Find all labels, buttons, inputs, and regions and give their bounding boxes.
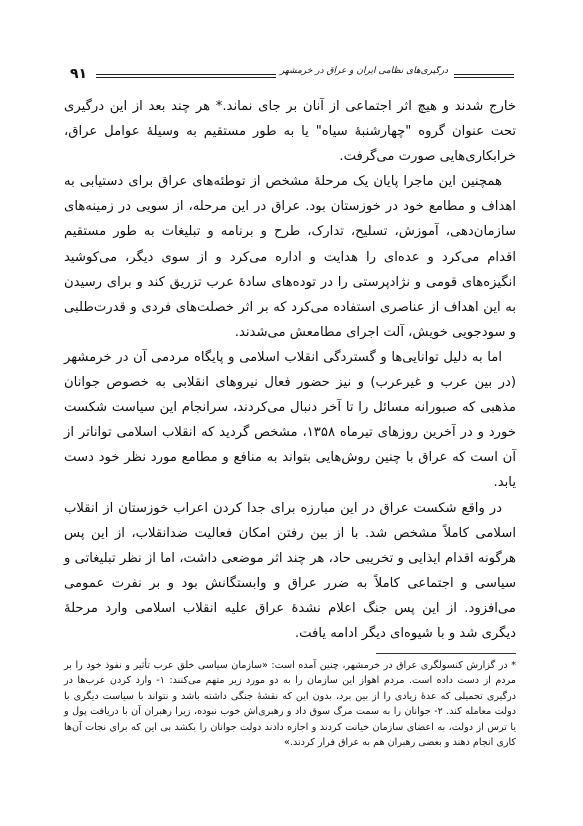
paragraph: همچنین این ماجرا پایان یک مرحلهٔ مشخص از توطئه‌های عراق برای دستیابی به اهداف و مطامع خود در خوزستان بود. عراق در این مرحله، از سویی در زمینه‌های سازمان‌دهی، آموزش، تسلیح، تدارک، طرح و برنامه و تبلیغات به طور مستقیم اقدام می‌کرد و عده‌ای را هدایت و اداره می‌کرد و از سوی دیگر، می‌کوشید انگیزه‌های قومی و نژادپرستی را در توده‌های سادهٔ عرب تزریق کند و برای رسیدن به این اهداف از عناصری استفاده می‌کرد که بر اثر خصلت‌های فردی و قدرت‌طلبی و سودجویی خویش، آلت اجرای مطامعش می‌شدند. — [64, 174, 516, 340]
paragraph: خارج شدند و هیچ اثر اجتماعی از آنان بر جای نماند.* هر چند بعد از این درگیری تحت عنوان گروه "چهارشنبهٔ سیاه" یا به طور مستقیم به وسیلهٔ عوامل عراق، خرابکاری‌هایی صورت می‌گرفت. — [64, 99, 516, 165]
header-rule-left — [96, 74, 276, 78]
body-text — [64, 94, 516, 646]
page-number: ۹۱ — [70, 66, 88, 82]
footnote — [64, 658, 516, 750]
footnote-text: * در گزارش کنسولگری عراق در خرمشهر، چنین آمده است: «سازمان سیاسی خلق عرب تأثیر و نفوذ خود را بر مردم از دست داده است. مردم اهواز این سازمان را به دو مورد زیر متهم می‌کنند: ۱- وارد کردن عرب‌ها در درگیری تحمیلی که عدهٔ زیادی را از بین برد، بدون این که نقشهٔ جنگی داشته باشد و نتواند با سیاست دیگری با دولت معامله کند. ۲- جوانان را به سمت مرگ سوق داد و رهبری‌اش خوب نبوده، زیرا رهبران آن با دریافت پول و یا ترس از دولت، به اعضای سازمان خیانت کردند و اجازه دادند دولت جوانان را بکشد بی این که برای نجات آن‌ها کاری انجام دهند و بعضی رهبران هم به عراق فرار کردند.» — [64, 660, 517, 749]
paragraph: در واقع شکست عراق در این مبارزه برای جدا کردن اعراب خوزستان از انقلاب اسلامی کاملاً مشخص شد. با از بین رفتن امکان فعالیت ضدانقلاب، از این پس هرگونه اقدام ایذایی و تخریبی حاد، هر چند اثر موضعی داشت، اما از نظر تبلیغاتی و سیاسی و اجتماعی کاملاً به ضرر عراق و وابستگانش بود و بر نفرت عمومی می‌افزود. از این پس جنگ اعلام نشدهٔ عراق علیه انقلاب اسلامی وارد مرحلهٔ دیگری شد و با شیوه‌ای دیگر ادامه یافت. — [64, 500, 516, 641]
header-rule-right — [454, 74, 514, 78]
page-header — [70, 62, 514, 88]
paragraph: اما به دلیل توانایی‌ها و گستردگی انقلاب اسلامی و پایگاه مردمی آن در خرمشهر (در بین عرب و غیرعرب) و نیز حضور فعال نیروهای انقلابی به خصوص جوانان مذهبی که صبورانه مسائل را تا آخر دنبال می‌کردند، سرانجام این سیاست شکست خورد و در آخرین روزهای تیرماه ۱۳۵۸، مشخص گردید که انقلاب اسلامی توانا‌تر از آن است که عراق با چنین روش‌هایی بتواند به منافع و مطامع مورد نظر خود دست یابد. — [64, 349, 516, 491]
running-head: درگیری‌های نظامی ایران و عراق در خرمشهر — [279, 66, 449, 76]
footnote-separator — [376, 653, 516, 654]
